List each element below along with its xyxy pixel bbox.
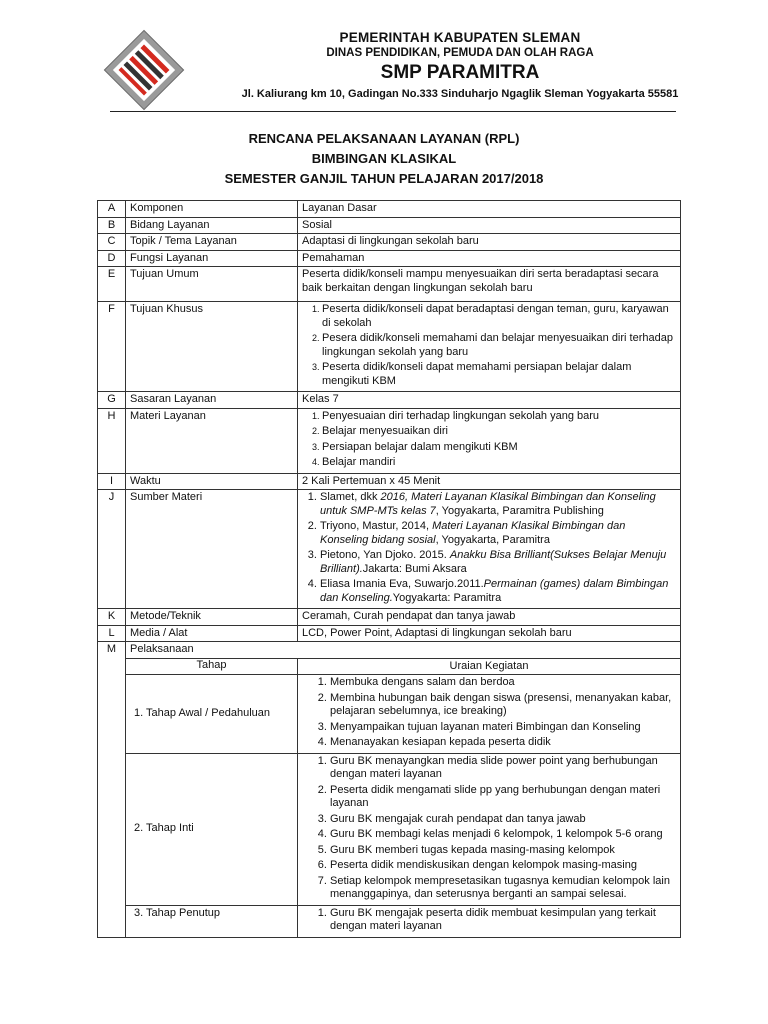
row-label: Pelaksanaan [126,642,681,659]
row-key: B [98,217,126,234]
list-item: 1. Guru BK menayangkan media slide power point yang berhubungan dengan materi layanan [330,755,676,782]
row-label: Topik / Tema Layanan [126,234,298,251]
table-row [98,250,681,267]
reference-item: 2. Triyono, Mastur, 2014, Materi Layanan Klasikal Bimbingan dan Konseling bidang sosial, Yogyakarta, Paramitra [320,520,676,547]
stage-name: 3. Tahap Penutup [126,905,298,937]
table-row [98,217,681,234]
table-row [98,490,681,609]
reference-item: 4. Eliasa Imania Eva, Suwarjo.2011.Permainan (games) dalam Bimbingan dan Konseling.Yogyakarta: Paramitra [320,578,676,605]
row-value: Pemahaman [298,250,681,267]
table-row [98,473,681,490]
row-key: M [98,642,126,938]
list-item: 4. Belajar mandiri [322,456,676,470]
row-key: C [98,234,126,251]
list-item: 1. Peserta didik/konseli dapat beradaptasi dengan teman, guru, karyawan di sekolah [322,303,676,330]
row-key: A [98,201,126,218]
row-value: Peserta didik/konseli mampu menyesuaikan diri serta beradaptasi secara baik berkaitan dengan lingkungan sekolah baru [298,267,681,302]
row-value: Adaptasi di lingkungan sekolah baru [298,234,681,251]
row-key: D [98,250,126,267]
table-row [98,392,681,409]
row-label: Media / Alat [126,625,298,642]
letterhead [170,30,750,100]
school-address: Jl. Kaliurang km 10, Gadingan No.333 Sinduharjo Ngaglik Sleman Yogyakarta 55581 [241,88,679,100]
column-header-uraian: Uraian Kegiatan [298,658,681,675]
letterhead-divider [110,111,676,112]
title-line-2: BIMBINGAN KLASIKAL [311,151,457,166]
table-row [98,625,681,642]
stage-name: 2. Tahap Inti [126,753,298,905]
list-item: 3. Persiapan belajar dalam mengikuti KBM [322,441,676,455]
row-key: E [98,267,126,302]
list-item: 1. Guru BK mengajak peserta didik membuat kesimpulan yang terkait dengan materi layanan [330,907,676,934]
reference-item: 3. Pietono, Yan Djoko. 2015. Anakku Bisa Brilliant(Sukses Belajar Menuju Brilliant).Jakarta: Bumi Aksara [320,549,676,576]
list-item: 1. Penyesuaian diri terhadap lingkungan sekolah yang baru [322,410,676,424]
row-label: Sumber Materi [126,490,298,609]
row-label: Tujuan Khusus [126,302,298,392]
row-key: K [98,609,126,626]
stage-activities [298,675,681,754]
department-name: DINAS PENDIDIKAN, PEMUDA DAN OLAH RAGA [326,47,594,59]
list-item: 3. Guru BK mengajak curah pendapat dan tanya jawab [330,813,676,827]
row-value [298,408,681,473]
row-label: Waktu [126,473,298,490]
table-row [98,609,681,626]
table-row [98,408,681,473]
table-row [98,201,681,218]
reference-item: 1. Slamet, dkk 2016, Materi Layanan Klasikal Bimbingan dan Konseling untuk SMP-MTs kelas 7, Yogyakarta, Paramitra Publishing [320,491,676,518]
list-item: 4. Menanayakan kesiapan kepada peserta didik [330,736,676,750]
stage-row [98,675,681,754]
list-item: 1. Membuka dengans salam dan berdoa [330,676,676,690]
row-value [298,302,681,392]
list-item: 2. Belajar menyesuaikan diri [322,425,676,439]
row-key: I [98,473,126,490]
list-item: 4. Guru BK membagi kelas menjadi 6 kelompok, 1 kelompok 5-6 orang [330,828,676,842]
row-key: F [98,302,126,392]
stage-row [98,905,681,937]
stage-name: 1. Tahap Awal / Pedahuluan [126,675,298,754]
row-label: Komponen [126,201,298,218]
row-label: Materi Layanan [126,408,298,473]
list-item: 3. Menyampaikan tujuan layanan materi Bimbingan dan Konseling [330,721,676,735]
government-name: PEMERINTAH KABUPATEN SLEMAN [339,30,581,45]
list-item: 2. Peserta didik mengamati slide pp yang berhubungan dengan materi layanan [330,784,676,811]
row-label: Metode/Teknik [126,609,298,626]
row-label: Fungsi Layanan [126,250,298,267]
row-value: Sosial [298,217,681,234]
list-item: 3. Peserta didik/konseli dapat memahami persiapan belajar dalam mengikuti KBM [322,361,676,388]
row-value: Ceramah, Curah pendapat dan tanya jawab [298,609,681,626]
title-line-1: RENCANA PELAKSANAAN LAYANAN (RPL) [248,131,520,146]
table-row [98,302,681,392]
row-label: Tujuan Umum [126,267,298,302]
row-value: Layanan Dasar [298,201,681,218]
rpl-table [97,200,681,938]
list-item: 2. Pesera didik/konseli memahami dan belajar menyesuaikan diri terhadap lingkungan sekolah yang baru [322,332,676,359]
row-key: G [98,392,126,409]
row-value [298,490,681,609]
list-item: 6. Peserta didik mendiskusikan dengan kelompok masing-masing [330,859,676,873]
row-key: H [98,408,126,473]
stage-row [98,753,681,905]
row-value: LCD, Power Point, Adaptasi di lingkungan sekolah baru [298,625,681,642]
row-label: Bidang Layanan [126,217,298,234]
table-row [98,267,681,302]
stage-header-row [98,658,681,675]
list-item: 5. Guru BK memberi tugas kepada masing-masing kelompok [330,844,676,858]
school-name: SMP PARAMITRA [380,62,540,83]
row-key: J [98,490,126,609]
title-line-3: SEMESTER GANJIL TAHUN PELAJARAN 2017/2018 [224,171,544,186]
row-value: Kelas 7 [298,392,681,409]
column-header-tahap: Tahap [126,658,298,675]
stage-activities [298,753,681,905]
table-row [98,642,681,659]
document-title [96,129,672,189]
row-value: 2 Kali Pertemuan x 45 Menit [298,473,681,490]
table-row [98,234,681,251]
list-item: 7. Setiap kelompok mempresetasikan tugasnya kemudian kelompok lain menanggapinya, dan seterusnya berganti an sampai selesai. [330,875,676,902]
row-key: L [98,625,126,642]
stage-activities [298,905,681,937]
list-item: 2. Membina hubungan baik dengan siswa (presensi, menanyakan kabar, pelajaran sebelumnya, ice breaking) [330,692,676,719]
row-label: Sasaran Layanan [126,392,298,409]
